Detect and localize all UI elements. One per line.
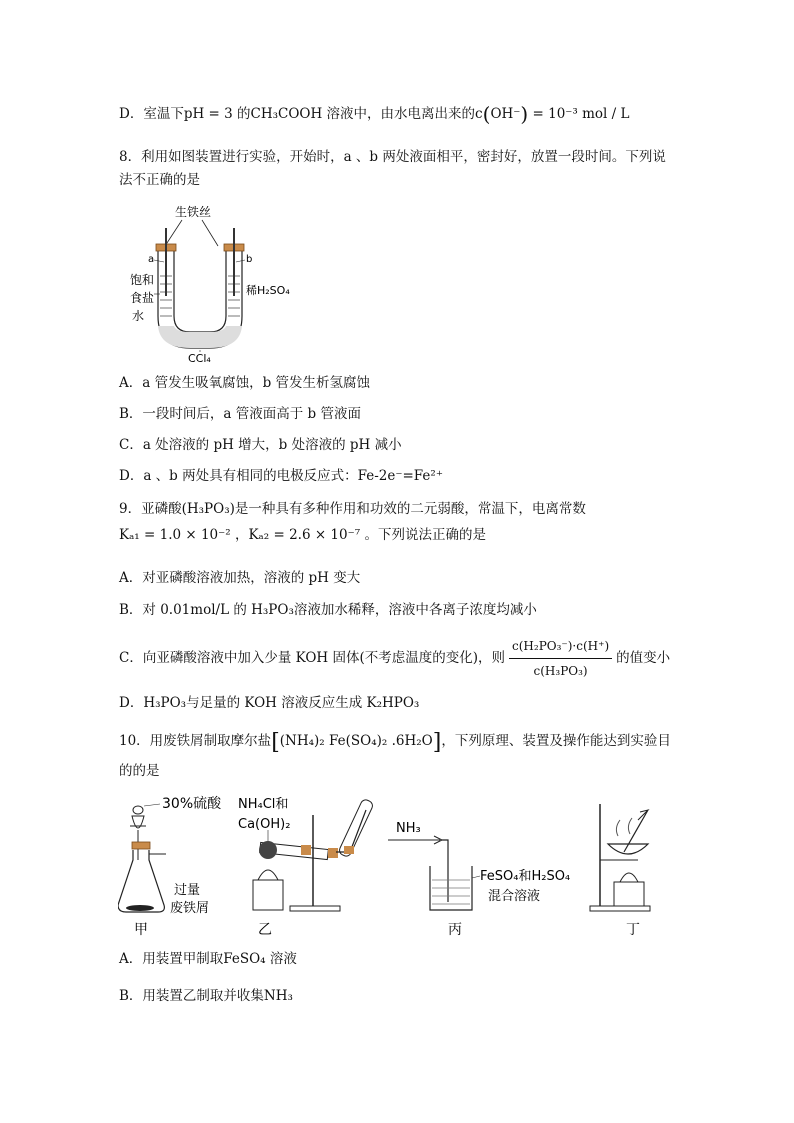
q8-option-a: A．a 管发生吸氧腐蚀，b 管发生析氢腐蚀 [119,375,371,391]
q8-label-saturated: 饱和 [130,273,155,287]
q7-option-d-oh: OH⁻ [490,106,521,122]
q10-formula: (NH₄)₂ Fe(SO₄)₂ .6H₂O [279,733,433,749]
q7-option-d-text: D．室温下pH = 3 的CH₃COOH 溶液中，由水电离出来的c [119,106,483,122]
yi-label: 乙 [258,922,272,938]
jia-acid-label: 30%硫酸 [162,796,222,812]
q8-option-b: B．一段时间后，a 管液面高于 b 管液面 [119,406,361,422]
q10-stem-tail: ，下列原理、装置及操作能达到实验目 [441,733,671,749]
q9-stem-line2: Kₐ₁ = 1.0 × 10⁻² ，Kₐ₂ = 2.6 × 10⁻⁷ 。下列说法正确的是 [119,527,486,543]
q8-label-acid: 稀H₂SO₄ [246,284,290,297]
yi-reagent-line1: NH₄Cl和 [238,797,289,812]
bing-mix-line1: FeSO₄和H₂SO₄ [480,869,571,884]
q7-option-d: D．室温下pH = 3 的CH₃COOH 溶液中，由水电离出来的c(OH⁻) = 10⁻³ mol / L [119,102,630,126]
jia-scrap-label: 废铁屑 [170,901,210,916]
q9-option-c [119,636,670,681]
q9-option-c-tail: 的值变小 [616,650,671,666]
q8-stem-line1: 8．利用如图装置进行实验，开始时，a 、b 两处液面相平，密封好，放置一段时间。下列说 [119,149,666,165]
q9-fraction-numerator: c(H₂PO₃⁻)·c(H⁺) [509,636,612,659]
jia-label: 甲 [134,922,148,938]
ding-label: 丁 [626,922,640,938]
bing-label: 丙 [448,922,462,938]
bing-nh3-label: NH₃ [396,821,421,836]
q9-option-c-fraction [509,636,612,681]
q9-fraction-denominator: c(H₃PO₃) [533,664,588,678]
q8-stem-line2: 法不正确的是 [119,172,200,188]
q10-stem-line1: 10．用废铁屑制取摩尔盐[(NH₄)₂ Fe(SO₄)₂ .6H₂O]，下列原理、装置及操作能达到实验目 [119,730,671,755]
q9-option-b: B．对 0.01mol/L 的 H₃PO₃溶液加水稀释，溶液中各离子浓度均减小 [119,602,537,618]
apparatus-jia [118,796,222,938]
q8-label-ccl4: CCl₄ [188,352,211,365]
bing-mix-line2: 混合溶液 [488,889,541,904]
yi-reagent-line2: Ca(OH)₂ [238,817,291,832]
q8-label-water: 水 [132,309,145,323]
q10-apparatus-figure [118,790,678,940]
apparatus-ding [590,804,650,938]
q9-stem-line1: 9．亚磷酸(H₃PO₃)是一种具有多种作用和功效的二元弱酸，常温下，电离常数 [119,501,586,517]
q8-wire-label: 生铁丝 [175,205,212,219]
q7-option-d-tail: = 10⁻³ mol / L [532,106,630,122]
apparatus-bing [388,821,570,938]
q10-stem-line2: 的的是 [119,763,160,779]
q8-option-d: D．a 、b 两处具有相同的电极反应式：Fe-2e⁻=Fe²⁺ [119,468,443,484]
q9-option-a: A．对亚磷酸溶液加热，溶液的 pH 变大 [119,570,361,586]
q8-option-c: C．a 处溶液的 pH 增大，b 处溶液的 pH 减小 [119,437,402,453]
jia-excess-label: 过量 [174,883,201,898]
q10-option-b: B．用装置乙制取并收集NH₃ [119,988,293,1004]
q8-label-a: a [148,254,155,265]
q9-option-c-text: C．向亚磷酸溶液中加入少量 KOH 固体(不考虑温度的变化)，则 [119,650,506,666]
apparatus-yi [238,797,374,938]
q10-stem-text: 10．用废铁屑制取摩尔盐 [119,733,272,749]
q8-u-tube-figure [130,198,300,368]
q8-label-salt: 食盐 [130,291,155,305]
q8-label-b: b [246,254,253,265]
q9-option-d: D．H₃PO₃与足量的 KOH 溶液反应生成 K₂HPO₃ [119,695,420,711]
q10-option-a: A．用装置甲制取FeSO₄ 溶液 [119,951,297,967]
